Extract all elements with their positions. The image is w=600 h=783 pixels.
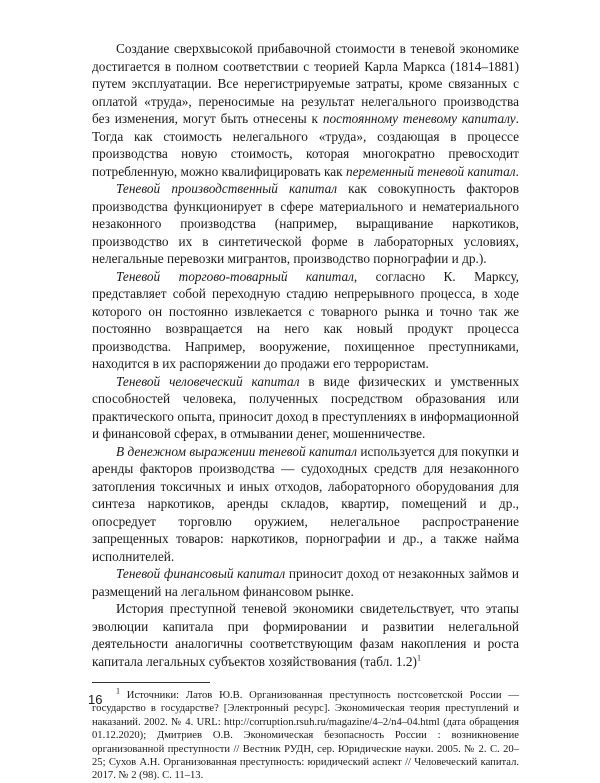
text-run: Создание сверхвысокой прибавочной стоимости в теневой экономике достигается в полном соответствии с теорией Карла Маркса (1814–1881) путем эксплуатации. Все нерегистрируемые затраты, кроме связанных с оплатой «труда», переносимые на результат нелегального производства без изменения, могут быть отнесены к — [92, 41, 519, 126]
paragraph — [92, 373, 519, 443]
footnote-separator — [92, 682, 210, 683]
text-run: приносит доход от незаконных займов и размещений на легальном финансовом рынке. — [92, 566, 519, 599]
paragraph — [92, 600, 519, 670]
paragraph — [92, 40, 519, 180]
text-run: История преступной теневой экономики свидетельствует, что этапы эволюции капитала при формировании и развитии нелегальной деятельности аналогичны соответствующим фазам накопления и роста капитала легальных субъектов хозяйствования (табл. 1.2) — [92, 601, 519, 669]
text-run: как совокупность факторов производства функционирует в сфере материального и нематериального незаконного производства (например, выращивание наркотиков, производство их в синтетической форме в лабораторных условиях, нелегальные перевозки мигрантов, производство порнографии и др.). — [92, 181, 519, 266]
italic-term: Теневой финансовый капитал — [116, 566, 286, 581]
italic-term: переменный теневой капитал — [345, 163, 516, 179]
paragraph — [92, 443, 519, 566]
italic-term: Теневой человеческий капитал — [116, 373, 300, 389]
footnote-ref: 1 — [416, 653, 421, 663]
paragraph — [92, 268, 519, 373]
text-run: используется для покупки и аренды факторов производства — судоходных средств для незаконного затопления токсичных и иных отходов, лабораторного оборудования для синтеза наркотиков, аренды складов, квартир, помещений и др., опосредует торговлю оружием, нелегальное распространение запрещенных товаров: наркотиков, порнографии и др., а также найма исполнителей. — [92, 443, 519, 564]
italic-term: постоянному теневому капиталу — [322, 111, 516, 126]
text-run: . — [515, 163, 519, 179]
text-run: в виде физических и умственных способностей человека, полученных посредством образования или практического опыта, приносит доход в преступлениях в информационной и финансовой сферах, в отмывании денег, мошенничестве. — [92, 373, 519, 441]
page-number: 16 — [88, 692, 103, 707]
italic-term: Теневой производственный капитал — [116, 181, 338, 196]
italic-term: В денежном выражении теневой капитал — [116, 443, 358, 459]
paragraph — [92, 180, 519, 268]
footnote — [92, 686, 519, 783]
main-text — [92, 40, 519, 670]
text-run: . Тогда как стоимость нелегального «труда», создающая в процессе производства новую стоимость, которая многократно превосходит потребленную, можно квалифицировать как — [92, 111, 519, 179]
page-body — [92, 40, 519, 783]
footnote-text: Источники: Латов Ю.В. Организованная преступность постсоветской России — государство в государстве? [Электронный ресурс]. Экономическая теория преступлений и наказаний. 2002. № 4. URL: http://corruption.rsuh.ru/magazine/4–2/n4–04.html (дата обращения 01.12.2020); Дмитриев О.В. Экономическая безопасность России : возникновение организованной преступности // Вестник РУДН, сер. Юридические науки. 2005. № 2. С. 20–25; Сухов А.Н. Организованная преступность: юридический аспект // Человеческий капитал. 2017. № 2 (98). С. 11–13. — [92, 690, 519, 782]
italic-term: Теневой торгово-товарный капитал — [116, 268, 354, 284]
text-run: , согласно К. Марксу, представляет собой переходную стадию непрерывного процесса, в ходе которого он постоянно извлекается с товарного рынка и точно так же постоянно возвращается на него как новый продукт процесса производства. Например, вооружение, похищенное преступниками, находится в их распоряжении до продажи его террористам. — [92, 268, 519, 371]
footnote-marker: 1 — [116, 686, 120, 696]
paragraph — [92, 565, 519, 600]
